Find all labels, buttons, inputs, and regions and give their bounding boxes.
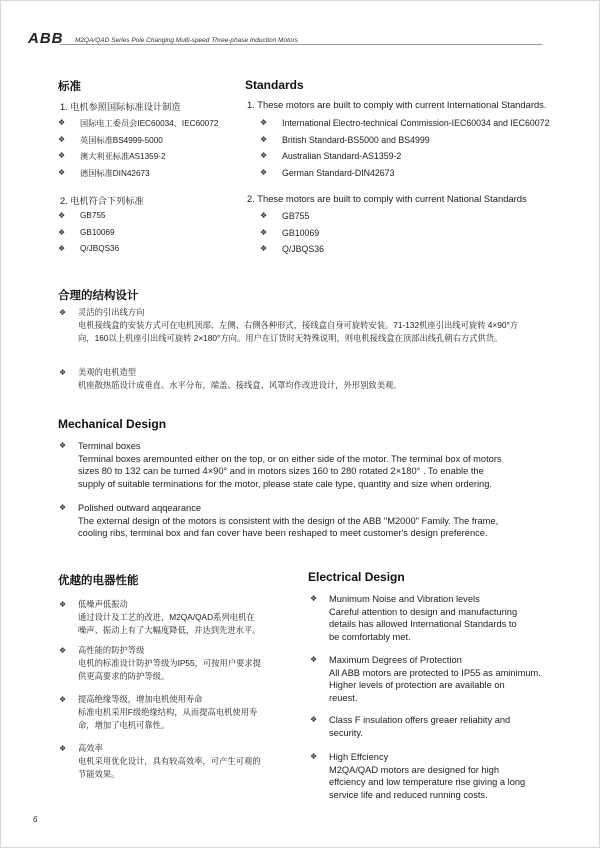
mechanical-en-heading: Mechanical Design <box>58 417 167 431</box>
diamond-bullet-icon: ❖ <box>59 308 67 317</box>
item-body-line: 电机接线盒的安装方式可在电机顶部、左侧、右侧各种形式，接线盒自身可旋转安装。71-132机座引出线可旋转 4×90°方 <box>78 320 519 330</box>
standards-en-intl-list <box>260 118 549 184</box>
list-item <box>260 135 549 152</box>
diamond-bullet-icon: ❖ <box>58 211 66 220</box>
standards-en-heading: Standards <box>245 78 304 92</box>
standards-cn-heading: 标准 <box>58 81 81 93</box>
item-title: Polished outward aqqearance <box>78 503 202 513</box>
abb-logo: ABB <box>28 30 64 47</box>
item-body-line: be comfortably met. <box>329 631 411 642</box>
item-body-line: 命，增加了电机可靠性。 <box>78 720 170 730</box>
item-body-line: 通过设计及工艺的改进，M2QA/QAD系列电机在 <box>78 612 255 622</box>
list-item <box>58 168 218 185</box>
list-item-text: 澳大利亚标准AS1359-2 <box>80 152 166 161</box>
item-title: 灵活的引出线方向 <box>78 307 145 317</box>
diamond-bullet-icon: ❖ <box>260 134 268 144</box>
list-item-text: GB10069 <box>80 227 115 237</box>
diamond-bullet-icon: ❖ <box>310 752 318 761</box>
item-body-line: Terminal boxes aremounted either on the top, or on either side of the motor. The terminal box of motors <box>78 453 502 464</box>
item-body-line: All ABB motors are protected to IP55 as aminimum. <box>329 667 541 678</box>
list-item-text: German Standard-DIN42673 <box>282 167 395 178</box>
item-body-line: 向，160以上机座引出线可旋转 2×180°方向。用户在订货时无特殊说明，则电机接线盒在顶部出线孔朝右方式供货。 <box>78 333 503 343</box>
electrical-en-item <box>310 654 549 704</box>
diamond-bullet-icon: ❖ <box>260 167 268 177</box>
list-item <box>58 118 218 135</box>
diamond-bullet-icon: ❖ <box>310 655 318 664</box>
list-item <box>260 228 324 245</box>
item-title: 高性能的防护等级 <box>78 645 145 655</box>
electrical-en-item <box>310 714 549 739</box>
standards-en-national-intro: 2. These motors are built to comply with current National Standards <box>247 193 527 204</box>
item-body-line: details has allowed International Standards to <box>329 619 517 629</box>
standards-en-national-list <box>260 211 324 261</box>
item-body-line: sizes 80 to 132 can be turned 4×90° and in motors sizes 160 to 280 rotated 2×180° . To enable the <box>78 466 484 476</box>
diamond-bullet-icon: ❖ <box>260 211 268 220</box>
list-item <box>260 151 549 168</box>
list-item <box>58 228 119 245</box>
electrical-cn-item <box>59 598 288 637</box>
list-item-text: International Electro-technical Commission-IEC60034 and IEC60072 <box>282 118 550 128</box>
list-item <box>58 244 119 261</box>
item-title: 高效率 <box>78 743 103 753</box>
diamond-bullet-icon: ❖ <box>59 600 67 609</box>
mechanical-cn-heading: 合理的结构设计 <box>58 290 139 302</box>
diamond-bullet-icon: ❖ <box>260 151 268 160</box>
item-title: Class F insulation offers greaer reliabity and <box>329 715 511 725</box>
diamond-bullet-icon: ❖ <box>59 368 67 377</box>
item-title: Munimum Noise and Vibration levels <box>329 594 480 604</box>
list-item <box>260 168 549 185</box>
item-body-line: Careful attention to design and manufacturing <box>329 606 518 617</box>
mechanical-en-item <box>59 440 560 490</box>
mechanical-cn-item <box>59 366 558 392</box>
electrical-cn-heading: 优越的电器性能 <box>58 575 139 587</box>
item-body-line: 供更高要求的防护等级。 <box>78 671 170 681</box>
diamond-bullet-icon: ❖ <box>58 227 66 237</box>
diamond-bullet-icon: ❖ <box>59 744 67 753</box>
item-body-line: 机座散热筋设计成垂直、水平分布，端盖、接线盒、风罩均作改进设计，外形别致美观。 <box>78 380 402 390</box>
item-body-line: 电机采用优化设计，具有较高效率，可产生可观的 <box>78 756 261 766</box>
diamond-bullet-icon: ❖ <box>260 244 268 253</box>
mechanical-cn-item <box>59 306 558 345</box>
item-title: 提高绝缘等级，增加电机使用寿命 <box>78 694 203 704</box>
electrical-en-heading: Electrical Design <box>308 570 405 584</box>
diamond-bullet-icon: ❖ <box>58 244 66 253</box>
diamond-bullet-icon: ❖ <box>59 503 67 512</box>
item-body-line: Higher levels of protection are available on <box>329 680 505 690</box>
standards-cn-intl-intro: 1. 电机参照国际标准设计制造 <box>60 102 181 112</box>
diamond-bullet-icon: ❖ <box>58 118 66 127</box>
item-body-line: cooling ribs, terminal box and fan cover have been reshaped to meet customer's design preference. <box>78 528 488 538</box>
list-item-text: GB755 <box>80 211 106 220</box>
header-subtitle: M2QA/QAD Series Pole Changing Multi-speed Three-phase Induction Motors <box>75 37 298 44</box>
diamond-bullet-icon: ❖ <box>260 227 268 237</box>
standards-cn-national-list <box>58 211 119 261</box>
list-item <box>260 244 324 261</box>
diamond-bullet-icon: ❖ <box>58 151 66 160</box>
list-item-text: 国际电工委员会IEC60034、IEC60072 <box>80 119 219 128</box>
diamond-bullet-icon: ❖ <box>310 594 318 603</box>
header-rule <box>60 44 542 45</box>
item-body-line: 节能效果。 <box>78 769 120 779</box>
list-item-text: GB755 <box>282 211 310 221</box>
list-item <box>58 211 119 228</box>
item-body-line: supply of suitable terminations for the motor, please state cale type, quantity and size when ordering. <box>78 478 492 489</box>
list-item-text: 英国标准BS4999-5000 <box>80 135 163 145</box>
diamond-bullet-icon: ❖ <box>58 167 66 177</box>
list-item <box>260 118 549 135</box>
diamond-bullet-icon: ❖ <box>58 134 66 144</box>
item-body-line: 电机的标准设计防护等级为IP55，可按用户要求提 <box>78 658 262 668</box>
item-body-line: 噪声、振动上有了大幅度降低，并达到先进水平。 <box>78 625 261 635</box>
list-item <box>260 211 324 228</box>
item-body-line: service life and reduced running costs. <box>329 789 488 800</box>
item-body-line: effciency and low temperature rise giving a long <box>329 777 526 787</box>
item-title: High Effciency <box>329 752 389 762</box>
item-title: 美观的电机造型 <box>78 367 137 377</box>
electrical-en-item <box>310 593 549 643</box>
item-body-line: M2QA/QAD motors are designed for high <box>329 764 500 775</box>
item-title: Terminal boxes <box>78 441 141 451</box>
item-body-line: 标准电机采用F级绝缘结构，从而提高电机使用寿 <box>78 707 258 717</box>
standards-en-intl-intro: 1. These motors are built to comply with current International Standards. <box>247 99 547 110</box>
list-item-text: GB10069 <box>282 227 320 238</box>
electrical-cn-item <box>59 742 288 781</box>
item-body-line: The external design of the motors is consistent with the design of the ABB "M2000" Family. The frame, <box>78 515 499 526</box>
standards-cn-national-intro: 2. 电机符合下列标准 <box>60 196 144 206</box>
diamond-bullet-icon: ❖ <box>310 715 318 724</box>
list-item-text: Q/JBQS36 <box>282 244 325 254</box>
list-item <box>58 151 218 168</box>
diamond-bullet-icon: ❖ <box>59 695 67 704</box>
item-title: 低噪声低振动 <box>78 599 128 609</box>
electrical-en-item <box>310 751 549 801</box>
item-title: Maximum Degrees of Protection <box>329 655 462 665</box>
page-number: 6 <box>33 815 38 824</box>
list-item-text: Australian Standard-AS1359-2 <box>282 151 402 161</box>
diamond-bullet-icon: ❖ <box>260 118 268 127</box>
item-body-line: reuest. <box>329 692 358 703</box>
list-item-text: British Standard-BS5000 and BS4999 <box>282 134 430 145</box>
electrical-cn-item <box>59 644 288 683</box>
list-item <box>58 135 218 152</box>
list-item-text: Q/JBQS36 <box>80 244 120 253</box>
mechanical-en-item <box>59 502 560 540</box>
item-body-line: security. <box>329 727 363 738</box>
diamond-bullet-icon: ❖ <box>59 441 67 450</box>
standards-cn-intl-list <box>58 118 218 184</box>
diamond-bullet-icon: ❖ <box>59 646 67 655</box>
electrical-cn-item <box>59 693 288 732</box>
list-item-text: 德国标准DIN42673 <box>80 168 150 178</box>
